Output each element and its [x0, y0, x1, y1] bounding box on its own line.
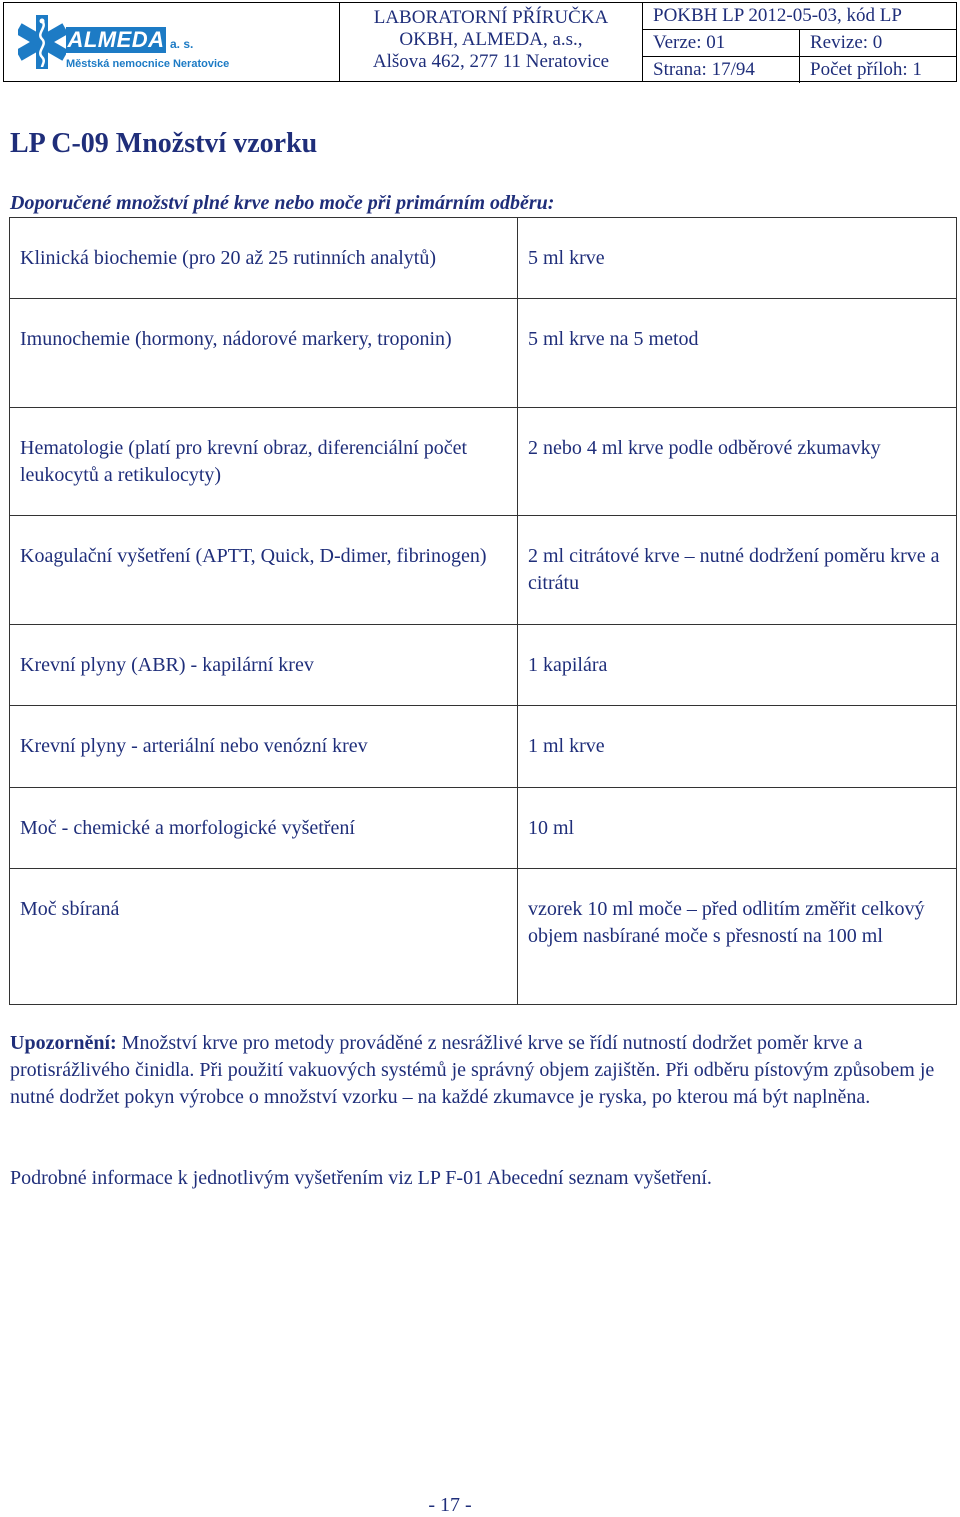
header-lab-info: [340, 3, 643, 81]
table-row: [10, 706, 957, 788]
header-line-3: Alšova 462, 277 11 Neratovice: [372, 51, 610, 72]
amount-cell: 1 ml krve: [518, 706, 957, 788]
test-cell: Moč - chemické a morfologické vyšetření: [10, 788, 518, 869]
test-cell: Moč sbíraná: [10, 869, 518, 1005]
warning-label: Upozornění:: [10, 1032, 117, 1054]
amount-cell: 2 nebo 4 ml krve podle odběrové zkumavky: [518, 408, 957, 516]
table-row: [10, 408, 957, 516]
hospital-logo: [4, 3, 340, 81]
header-line-1: LABORATORNÍ PŘÍRUČKA: [373, 7, 609, 28]
page-row: [643, 57, 956, 83]
table-row: [10, 218, 957, 299]
logo-suffix: a. s.: [170, 37, 194, 51]
test-cell: Koagulační vyšetření (APTT, Quick, D-dimer, fibrinogen): [10, 516, 518, 625]
test-cell: Imunochemie (hormony, nádorové markery, troponin): [10, 299, 518, 408]
doc-code: POKBH LP 2012-05-03, kód LP: [643, 3, 956, 30]
document-header: [3, 2, 957, 82]
amount-cell: 2 ml citrátové krve – nutné dodržení poměru krve a citrátu: [518, 516, 957, 625]
table-row: [10, 516, 957, 625]
warning-text: Množství krve pro metody prováděné z nesrážlivé krve se řídí nutností dodržet poměr krve a protisrážlivého činidla. Při použití vakuových systémů je správný objem zajištěn. Při odběru pístovým způsobem je nutné dodržet pokyn výrobce o množství vzorku – na každé zkumavce je ryska, po kterou má být naplněna.: [10, 1032, 935, 1108]
header-line-2: OKBH, ALMEDA, a.s.,: [399, 29, 583, 50]
amount-cell: 10 ml: [518, 788, 957, 869]
table-row: [10, 299, 957, 408]
page-count: Strana: 17/94: [653, 59, 755, 80]
page-title: LP C-09 Množství vzorku: [10, 128, 318, 159]
section-subtitle: Doporučené množství plné krve nebo moče při primárním odběru:: [10, 192, 555, 214]
test-cell: Krevní plyny (ABR) - kapilární krev: [10, 625, 518, 706]
sample-volume-table: [9, 217, 957, 1005]
logo-wordmark: ALMEDA: [67, 27, 165, 52]
revision: Revize: 0: [799, 30, 956, 56]
warning-note: [10, 1030, 950, 1111]
amount-cell: vzorek 10 ml moče – před odlitím změřit celkový objem nasbírané moče s přesností na 100 ml: [518, 869, 957, 1005]
table-row: [10, 625, 957, 706]
test-cell: Klinická biochemie (pro 20 až 25 rutinních analytů): [10, 218, 518, 299]
amount-cell: 1 kapilára: [518, 625, 957, 706]
amount-cell: 5 ml krve: [518, 218, 957, 299]
star-of-life-icon: [18, 11, 66, 73]
info-reference: Podrobné informace k jednotlivým vyšetřením viz LP F-01 Abecední seznam vyšetření.: [10, 1167, 712, 1189]
table-row: [10, 788, 957, 869]
attachment-count: Počet příloh: 1: [799, 57, 956, 83]
logo-subtitle: Městská nemocnice Neratovice: [66, 58, 230, 70]
amount-cell: 5 ml krve na 5 metod: [518, 299, 957, 408]
version-row: [643, 30, 956, 57]
table-row: [10, 869, 957, 1005]
page-number: - 17 -: [428, 1494, 472, 1516]
header-doc-info: [643, 3, 956, 81]
test-cell: Krevní plyny - arteriální nebo venózní krev: [10, 706, 518, 788]
version: Verze: 01: [653, 32, 726, 53]
test-cell: Hematologie (platí pro krevní obraz, diferenciální počet leukocytů a retikulocyty): [10, 408, 518, 516]
